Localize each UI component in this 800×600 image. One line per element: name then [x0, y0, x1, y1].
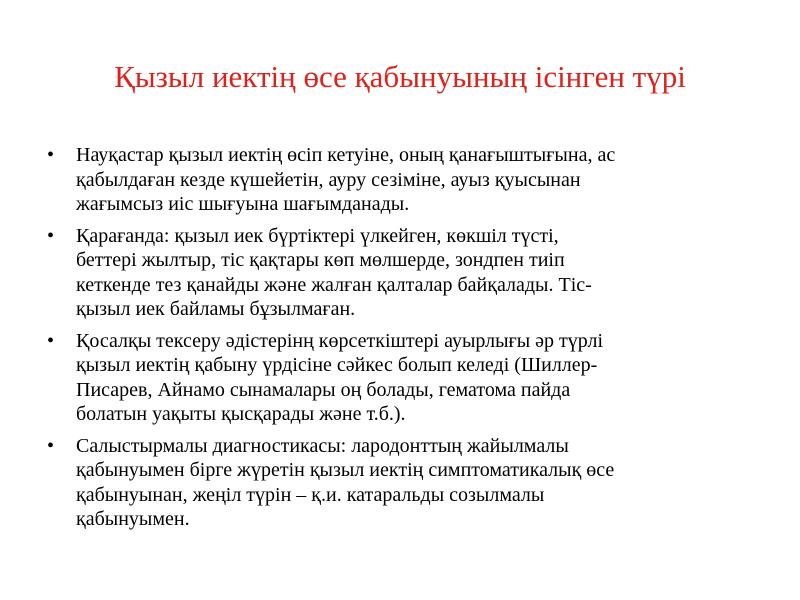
bullet-text-line: Писарев, Айнамо сынамалары оң болады, гематома пайда [76, 378, 571, 401]
bullet-text-line: қызыл иектің қабыну үрдісіне сәйкес болып келеді (Шиллер- [76, 354, 598, 376]
bullet-icon: • [47, 144, 55, 166]
bullet-text-line: Қарағанда: қызыл иек бүртіктері үлкейген, көкшіл түсті, [76, 224, 559, 247]
bullet-text-line: қызыл иек байламы бұзылмаған. [76, 298, 356, 320]
bullet-text-line: Қосалқы тексеру әдістерінң көрсеткіштері ауырлығы әр түрлі [76, 329, 604, 352]
bullet-text-line: қабынуынан, жеңіл түрін – қ.и. катаральды созылмалы [76, 483, 545, 506]
bullet-text-line: беттері жылтыр, тіс қақтары көп мөлшерде, зондпен тиіп [76, 249, 565, 271]
bullet-icon: • [47, 434, 55, 457]
bullet-text-line: Науқастар қызыл иектің өсіп кетуіне, оның қанағыштығына, ас [76, 144, 616, 166]
bullet-text-line: Салыстырмалы диагностикасы: лародонттың жайылмалы [76, 434, 569, 457]
slide-title: Қызыл иектің өсе қабынуының ісінген түрі [114, 59, 686, 94]
bullet-icon: • [47, 224, 55, 247]
bullet-item [47, 434, 747, 532]
bullet-item [47, 143, 747, 217]
bullet-text-line: қабынуымен. [76, 508, 190, 530]
bullet-item [47, 329, 747, 427]
bullet-text-line: жағымсыз иіс шығуына шағымданады. [76, 193, 410, 215]
bullet-list [47, 143, 747, 539]
bullet-item [47, 224, 747, 322]
bullet-text-line: қабылдаған кезде күшейетін, ауру сезіміне, ауыз қуысынан [76, 168, 581, 191]
bullet-text-line: қабынуымен бірге жүретін қызыл иектің симптоматикалық өсе [76, 459, 615, 481]
bullet-icon: • [47, 329, 55, 352]
bullet-text-line: болатын уақыты қысқарады және т.б.). [76, 403, 406, 425]
bullet-text-line: кеткенде тез қанайды және жалған қалталар байқалады. Тіс- [76, 273, 592, 296]
